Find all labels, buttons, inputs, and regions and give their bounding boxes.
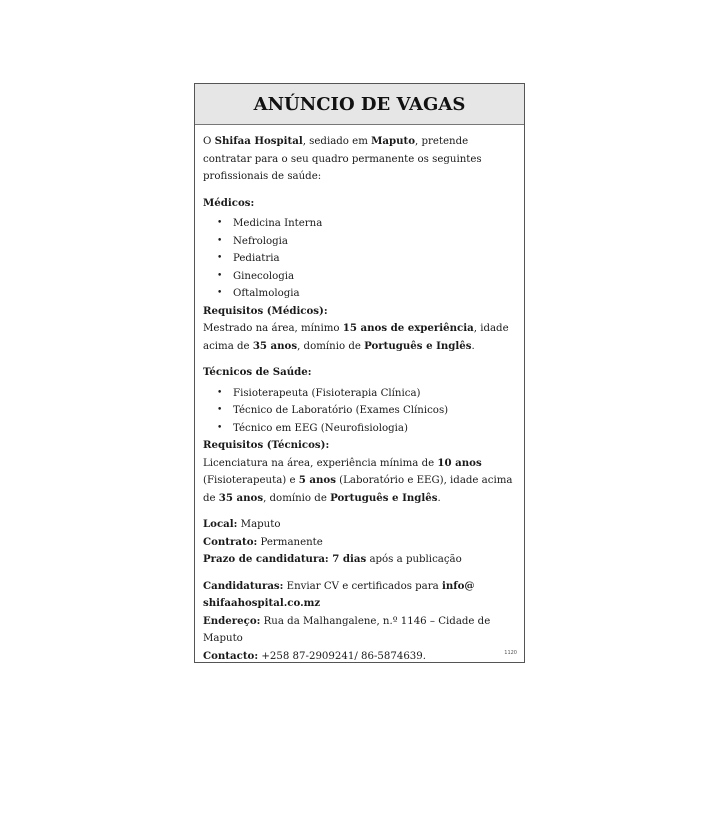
- list-item: • Ginecologia: [203, 268, 516, 286]
- list-item: • Pediatria: [203, 250, 516, 268]
- candidaturas-line: Candidaturas: Enviar CV e certificados para info@ shifaahospital.co.mz: [203, 579, 475, 609]
- tecnicos-heading: Técnicos de Saúde:: [203, 366, 312, 378]
- ad-title: ANÚNCIO DE VAGAS: [253, 93, 466, 115]
- list-item: • Fisioterapeuta (Fisioterapia Clínica): [203, 385, 516, 403]
- req-medicos-text: Mestrado na área, mínimo 15 anos de experiência, idade acima de 35 anos, domínio de Português e Inglês.: [203, 322, 509, 352]
- contrato-line: Contrato: Permanente: [203, 535, 323, 548]
- tecnicos-list: [203, 385, 516, 438]
- req-tecnicos-text: Licenciatura na área, experiência mínima de 10 anos (Fisioterapeuta) e 5 anos (Laboratório e EEG), idade acima de 35 anos, domínio de Português e Inglês.: [203, 456, 513, 504]
- req-tecnicos-heading: Requisitos (Técnicos):: [203, 439, 330, 451]
- city-name: Maputo: [371, 135, 416, 147]
- hospital-name: Shifaa Hospital: [214, 135, 303, 147]
- job-advertisement: [194, 83, 525, 663]
- prazo-line: Prazo de candidatura: 7 dias após a publicação: [203, 553, 462, 565]
- medicos-heading: Médicos:: [203, 196, 255, 209]
- list-item: • Nefrologia: [203, 233, 516, 251]
- email-address: info@ shifaahospital.co.mz: [203, 579, 475, 609]
- phone-line: Contacto: +258 87-2909241/ 86-5874639.: [203, 649, 427, 662]
- ad-header: [195, 84, 524, 125]
- medicos-list: [203, 215, 516, 303]
- address-line: Endereço: Rua da Malhangalene, n.º 1146 – Cidade de Maputo: [203, 614, 491, 644]
- list-item: • Técnico de Laboratório (Exames Clínicos): [203, 402, 516, 420]
- list-item: • Oftalmologia: [203, 285, 516, 303]
- list-item: • Técnico em EEG (Neurofisiologia): [203, 420, 516, 438]
- reference-code: 1120: [504, 650, 517, 656]
- list-item: • Medicina Interna: [203, 215, 516, 233]
- ad-content: [195, 125, 524, 665]
- local-line: Local: Maputo: [203, 518, 281, 530]
- req-medicos-heading: Requisitos (Médicos):: [203, 304, 328, 317]
- intro-paragraph: O Shifaa Hospital, sediado em Maputo, pretende contratar para o seu quadro permanente os seguintes profissionais de saúde:: [203, 135, 482, 182]
